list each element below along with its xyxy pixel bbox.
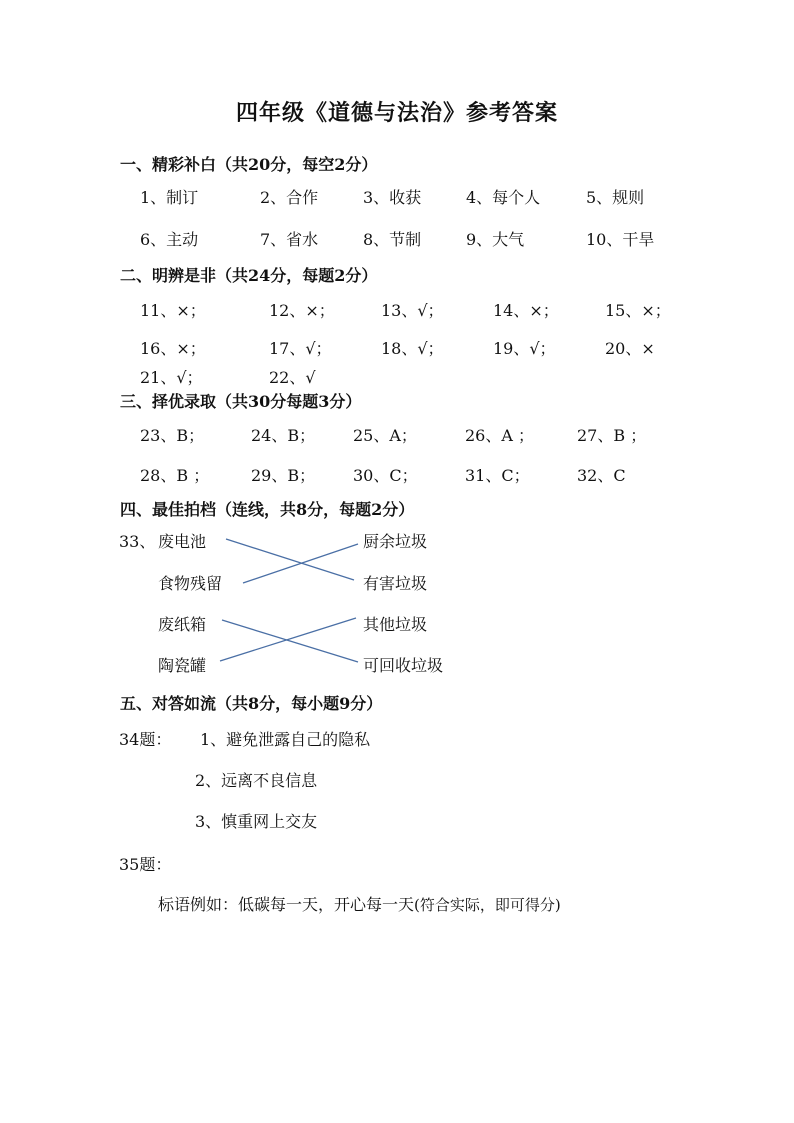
answer-item: 20、×: [605, 339, 655, 358]
answer-item: 13、√；: [381, 301, 444, 320]
answer-34-1: 1、避免泄露自己的隐私: [200, 730, 371, 749]
match-left-item: 废纸箱: [158, 615, 207, 634]
answer-item: 26、A ；: [465, 426, 535, 445]
answer-34-3: 3、慎重网上交友: [195, 812, 318, 831]
answer-item: 25、A；: [353, 426, 417, 445]
answer-item: 4、每个人: [466, 188, 541, 207]
answer-item: 18、√；: [381, 339, 444, 358]
section-heading-5: 五、对答如流（共8分，每小题9分）: [120, 694, 383, 713]
answer-item: 32、C: [577, 466, 626, 485]
question-number-33: 33、: [119, 532, 156, 551]
answer-item: 19、√；: [493, 339, 556, 358]
match-left-item: 食物残留: [158, 574, 223, 593]
answer-item: 2、合作: [260, 188, 319, 207]
question-label-35: 35题：: [119, 855, 172, 874]
answer-item: 22、√: [269, 368, 316, 387]
answer-item: 11、×；: [140, 301, 206, 320]
match-left-item: 废电池: [158, 532, 207, 551]
match-line: [220, 618, 356, 661]
answer-item: 9、大气: [466, 230, 525, 249]
answer-item: 10、干旱: [586, 230, 655, 249]
answer-item: 3、收获: [363, 188, 422, 207]
answer-item: 1、制订: [140, 188, 199, 207]
match-right-item: 可回收垃圾: [363, 656, 444, 675]
answer-35-note: (符合实际，即可得分): [414, 896, 561, 914]
section-heading-1: 一、精彩补白（共20分，每空2分）: [120, 155, 378, 174]
answer-item: 5、规则: [586, 188, 645, 207]
answer-item: 15、×；: [605, 301, 671, 320]
answer-item: 24、B；: [251, 426, 316, 445]
answer-item: 8、节制: [363, 230, 422, 249]
match-left-item: 陶瓷罐: [158, 656, 207, 675]
answer-item: 17、√；: [269, 339, 332, 358]
answer-item: 16、×；: [140, 339, 206, 358]
section-heading-2: 二、明辨是非（共24分，每题2分）: [120, 266, 378, 285]
answer-34-2: 2、远离不良信息: [195, 771, 318, 790]
match-right-item: 其他垃圾: [363, 615, 428, 634]
answer-item: 27、B ；: [577, 426, 647, 445]
answer-item: 23、B；: [140, 426, 205, 445]
answer-item: 14、×；: [493, 301, 559, 320]
answer-item: 7、省水: [260, 230, 319, 249]
answer-item: 31、C；: [465, 466, 530, 485]
question-label-34: 34题：: [119, 730, 172, 749]
match-right-item: 有害垃圾: [363, 574, 428, 593]
page-title: 四年级《道德与法治》参考答案: [235, 100, 558, 126]
match-line: [243, 544, 358, 583]
answer-35: [158, 892, 561, 915]
answer-item: 29、B；: [251, 466, 316, 485]
answer-item: 28、B ；: [140, 466, 210, 485]
answer-item: 6、主动: [140, 230, 199, 249]
section-heading-3: 三、择优录取（共30分每题3分）: [120, 392, 362, 411]
answer-item: 21、√；: [140, 368, 203, 387]
match-line: [226, 539, 354, 580]
section-heading-4: 四、最佳拍档（连线，共8分，每题2分）: [120, 500, 415, 519]
match-right-item: 厨余垃圾: [363, 532, 428, 551]
match-line: [222, 620, 358, 662]
answer-item: 30、C；: [353, 466, 418, 485]
answer-35-text: 标语例如：低碳每一天，开心每一天: [158, 895, 415, 914]
answer-item: 12、×；: [269, 301, 335, 320]
